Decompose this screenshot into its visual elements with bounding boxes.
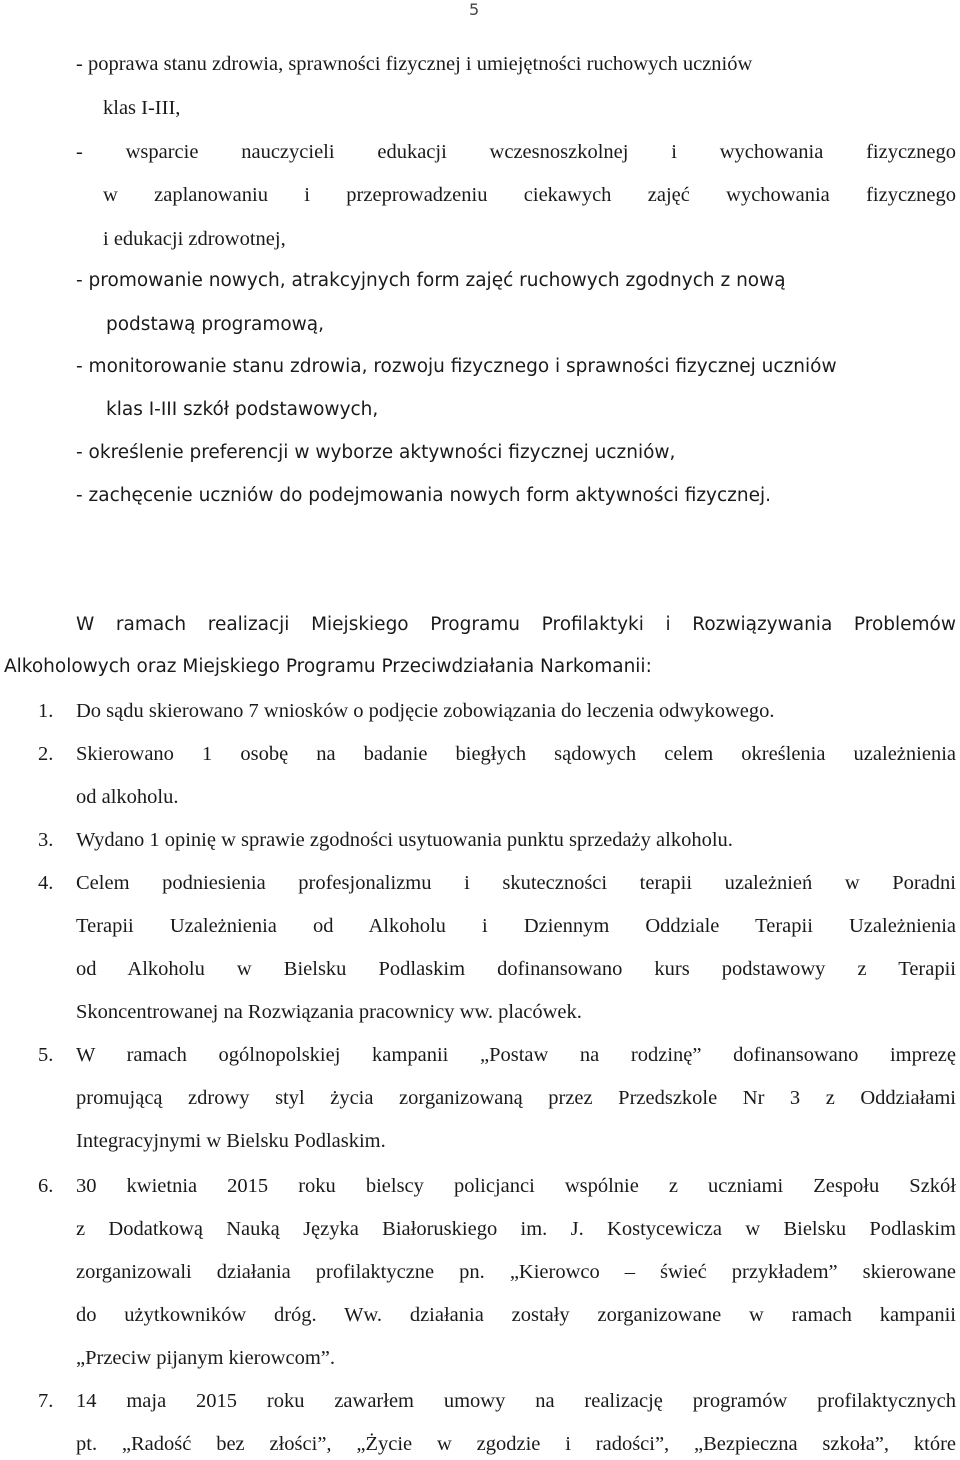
item-6-line-1: 30 kwietnia 2015 roku bielscy policjanci wspólnie z uczniami Zespołu Szkół <box>76 1175 956 1197</box>
bullet-1-line-1: - poprawa stanu zdrowia, sprawności fizycznej i umiejętności ruchowych uczniów <box>76 53 753 75</box>
item-6-line-4: do użytkowników dróg. Ww. działania zostały zorganizowane w ramach kampanii <box>76 1304 956 1326</box>
item-5-line-2: promującą zdrowy styl życia zorganizowaną przez Przedszkole Nr 3 z Oddziałami <box>76 1087 956 1109</box>
intro-line-1: W ramach realizacji Miejskiego Programu Profilaktyki i Rozwiązywania Problemów <box>76 614 956 635</box>
item-2-line-2: od alkoholu. <box>76 786 179 808</box>
item-6-number: 6. <box>38 1175 54 1197</box>
item-4-number: 4. <box>38 872 54 894</box>
item-4-line-1: Celem podniesienia profesjonalizmu i skuteczności terapii uzależnień w Poradni <box>76 872 956 894</box>
item-4-line-4: Skoncentrowanej na Rozwiązania pracownicy ww. placówek. <box>76 1001 582 1023</box>
bullet-4-line-2: klas I-III szkół podstawowych, <box>106 399 379 420</box>
bullet-3-line-2: podstawą programową, <box>106 314 325 335</box>
item-3-number: 3. <box>38 829 54 851</box>
item-5-number: 5. <box>38 1044 54 1066</box>
item-3-line-1: Wydano 1 opinię w sprawie zgodności usytuowania punktu sprzedaży alkoholu. <box>76 829 733 851</box>
item-7-line-2: pt. „Radość bez złości”, „Życie w zgodzie i radości”, „Bezpieczna szkoła”, które <box>76 1433 956 1455</box>
item-1-line-1: Do sądu skierowano 7 wniosków o podjęcie zobowiązania do leczenia odwykowego. <box>76 700 775 722</box>
item-6-line-2: z Dodatkową Nauką Języka Białoruskiego im. J. Kostycewicza w Bielsku Podlaskim <box>76 1218 956 1240</box>
bullet-6-line-1: - zachęcenie uczniów do podejmowania nowych form aktywności fizycznej. <box>76 485 772 506</box>
item-2-number: 2. <box>38 743 54 765</box>
item-6-line-5: „Przeciw pijanym kierowcom”. <box>76 1347 336 1369</box>
item-7-number: 7. <box>38 1390 54 1412</box>
bullet-2-line-3: i edukacji zdrowotnej, <box>103 228 286 250</box>
bullet-1-line-2: klas I-III, <box>103 97 181 119</box>
bullet-5-line-1: - określenie preferencji w wyborze aktywności fizycznej uczniów, <box>76 442 676 463</box>
intro-line-2: Alkoholowych oraz Miejskiego Programu Przeciwdziałania Narkomanii: <box>4 656 652 677</box>
bullet-4-line-1: - monitorowanie stanu zdrowia, rozwoju fizycznego i sprawności fizycznej uczniów <box>76 356 837 377</box>
item-7-line-1: 14 maja 2015 roku zawarłem umowy na realizację programów profilaktycznych <box>76 1390 956 1412</box>
item-2-line-1: Skierowano 1 osobę na badanie biegłych sądowych celem określenia uzależnienia <box>76 743 956 765</box>
item-6-line-3: zorganizowali działania profilaktyczne pn. „Kierowco – świeć przykładem” skierowane <box>76 1261 956 1283</box>
page-number: 5 <box>469 0 480 19</box>
item-4-line-3: od Alkoholu w Bielsku Podlaskim dofinansowano kurs podstawowy z Terapii <box>76 958 956 980</box>
item-1-number: 1. <box>38 700 54 722</box>
bullet-3-line-1: - promowanie nowych, atrakcyjnych form zajęć ruchowych zgodnych z nową <box>76 270 786 291</box>
item-4-line-2: Terapii Uzależnienia od Alkoholu i Dziennym Oddziale Terapii Uzależnienia <box>76 915 956 937</box>
bullet-2-line-2: w zaplanowaniu i przeprowadzeniu ciekawych zajęć wychowania fizycznego <box>103 184 956 206</box>
item-5-line-3: Integracyjnymi w Bielsku Podlaskim. <box>76 1130 386 1152</box>
bullet-2-line-1: - wsparcie nauczycieli edukacji wczesnoszkolnej i wychowania fizycznego <box>76 141 956 163</box>
item-5-line-1: W ramach ogólnopolskiej kampanii „Postaw na rodzinę” dofinansowano imprezę <box>76 1044 956 1066</box>
